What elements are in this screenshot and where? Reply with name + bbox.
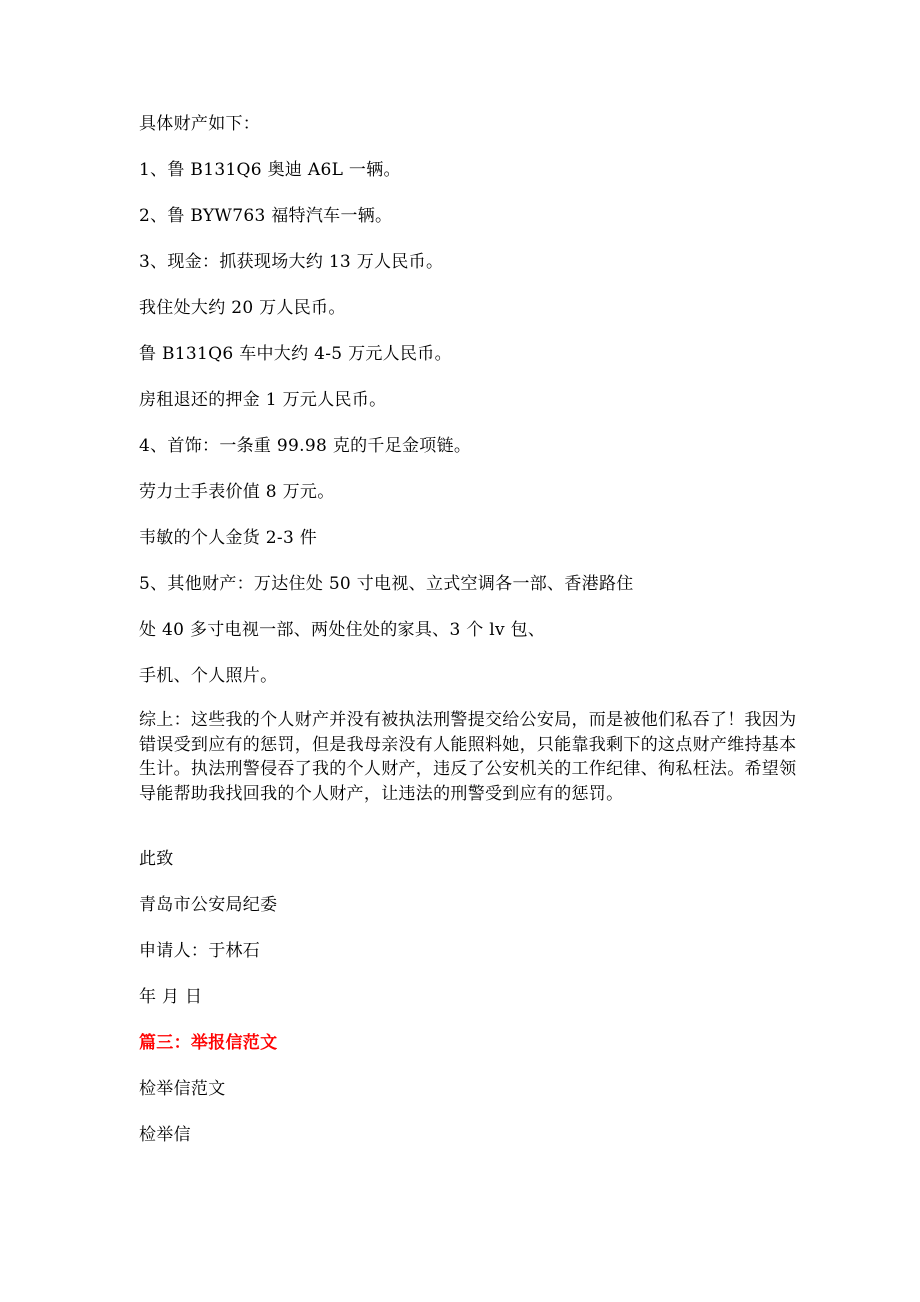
item-line-4: 我住处大约 20 万人民币。 (139, 298, 346, 318)
item-line-3: 3、现金：抓获现场大约 13 万人民币。 (139, 252, 444, 272)
section-subtitle-1: 检举信范文 (139, 1079, 226, 1099)
section-subtitle-2: 检举信 (139, 1125, 191, 1145)
item-line-11: 处 40 多寸电视一部、两处住处的家具、3 个 lv 包、 (139, 620, 546, 640)
summary-paragraph: 综上：这些我的个人财产并没有被执法刑警提交给公安局，而是被他们私吞了！我因为错误受到应有的惩罚，但是我母亲没有人能照料她，只能靠我剩下的这点财产维持基本生计。执法刑警侵吞了我的个人财产，违反了公安机关的工作纪律、徇私枉法。希望领导能帮助我找回我的个人财产，让违法的刑警受到应有的惩罚。 (139, 710, 797, 804)
date-line: 年 月 日 (139, 987, 203, 1007)
item-line-9: 韦敏的个人金货 2-3 件 (139, 528, 318, 548)
section-heading: 篇三：举报信范文 (139, 1033, 278, 1053)
item-line-7: 4、首饰：一条重 99.98 克的千足金项链。 (139, 436, 472, 456)
intro-line: 具体财产如下： (139, 114, 261, 134)
item-line-8: 劳力士手表价值 8 万元。 (139, 482, 335, 502)
item-line-10: 5、其他财产：万达住处 50 寸电视、立式空调各一部、香港路住 (139, 574, 634, 594)
item-line-2: 2、鲁 BYW763 福特汽车一辆。 (139, 206, 393, 226)
item-line-6: 房租退还的押金 1 万元人民币。 (139, 390, 387, 410)
closing-line: 此致 (139, 849, 174, 869)
item-line-1: 1、鲁 B131Q6 奥迪 A6L 一辆。 (139, 160, 401, 180)
item-line-12: 手机、个人照片。 (139, 666, 278, 686)
recipient-line: 青岛市公安局纪委 (139, 895, 278, 915)
applicant-line: 申请人：于林石 (139, 941, 261, 961)
item-line-5: 鲁 B131Q6 车中大约 4-5 万元人民币。 (139, 344, 452, 364)
